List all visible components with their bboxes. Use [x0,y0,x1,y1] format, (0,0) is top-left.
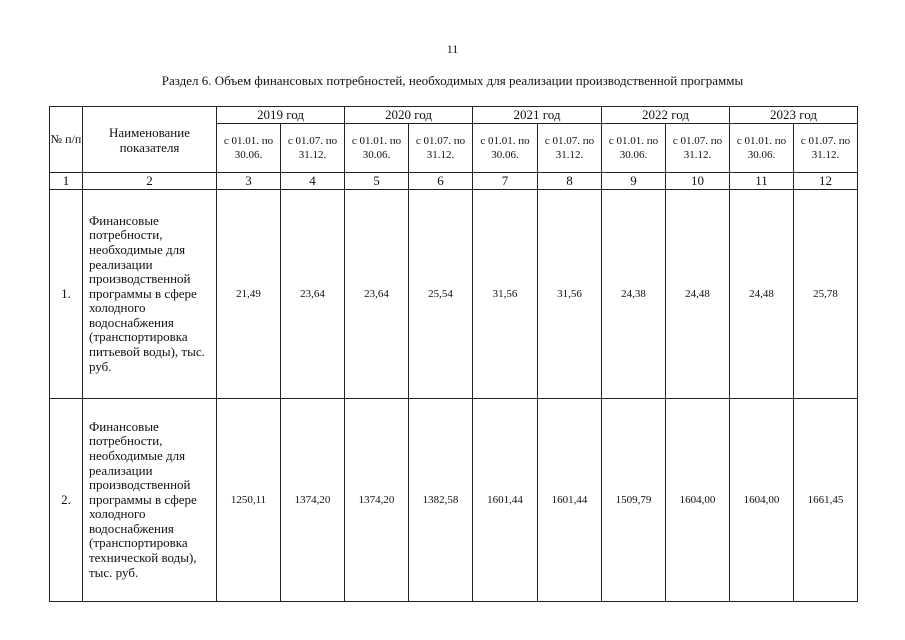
header-period: с 01.01. по 30.06. [473,124,538,173]
value-cell: 24,48 [730,190,794,399]
header-year: 2022 год [602,107,730,124]
value-cell: 25,78 [794,190,858,399]
header-period: с 01.07. по 31.12. [281,124,345,173]
header-year: 2023 год [730,107,858,124]
header-year: 2021 год [473,107,602,124]
value-cell: 24,38 [602,190,666,399]
row-indicator-name: Финансовые потребности, необходимые для реализации производственной программы в сфере холодного водоснабжения (транспортировка питьевой воды), тыс. руб. [83,190,217,399]
value-cell: 23,64 [281,190,345,399]
header-period: с 01.01. по 30.06. [602,124,666,173]
column-number: 4 [281,173,345,190]
table-row [50,399,858,602]
column-number: 12 [794,173,858,190]
value-cell: 25,54 [409,190,473,399]
header-period: с 01.01. по 30.06. [217,124,281,173]
header-name: Наименование показателя [83,107,217,173]
column-numbers-row [50,173,858,190]
column-number: 1 [50,173,83,190]
financial-needs-table [49,106,858,602]
value-cell: 1601,44 [473,399,538,602]
header-period: с 01.01. по 30.06. [345,124,409,173]
header-period: с 01.01. по 30.06. [730,124,794,173]
section-title: Раздел 6. Объем финансовых потребностей, необходимых для реализации производственной программы [161,73,744,88]
value-cell: 1509,79 [602,399,666,602]
header-year: 2019 год [217,107,345,124]
column-number: 3 [217,173,281,190]
row-number: 1. [50,190,83,399]
header-period: с 01.07. по 31.12. [538,124,602,173]
value-cell: 1604,00 [666,399,730,602]
row-number: 2. [50,399,83,602]
value-cell: 1604,00 [730,399,794,602]
column-number: 8 [538,173,602,190]
table-row [50,190,858,399]
header-num: № п/п [50,107,83,173]
column-number: 5 [345,173,409,190]
page-number: 11 [446,42,459,56]
value-cell: 1374,20 [281,399,345,602]
value-cell: 1374,20 [345,399,409,602]
value-cell: 1601,44 [538,399,602,602]
value-cell: 1661,45 [794,399,858,602]
value-cell: 1250,11 [217,399,281,602]
header-year: 2020 год [345,107,473,124]
header-period: с 01.07. по 31.12. [794,124,858,173]
header-period: с 01.07. по 31.12. [666,124,730,173]
column-number: 7 [473,173,538,190]
value-cell: 31,56 [473,190,538,399]
column-number: 11 [730,173,794,190]
row-indicator-name: Финансовые потребности, необходимые для реализации производственной программы в сфере холодного водоснабжения (транспортировка технической воды), тыс. руб. [83,399,217,602]
column-number: 6 [409,173,473,190]
header-period: с 01.07. по 31.12. [409,124,473,173]
value-cell: 23,64 [345,190,409,399]
value-cell: 21,49 [217,190,281,399]
column-number: 2 [83,173,217,190]
value-cell: 1382,58 [409,399,473,602]
value-cell: 24,48 [666,190,730,399]
value-cell: 31,56 [538,190,602,399]
column-number: 9 [602,173,666,190]
column-number: 10 [666,173,730,190]
